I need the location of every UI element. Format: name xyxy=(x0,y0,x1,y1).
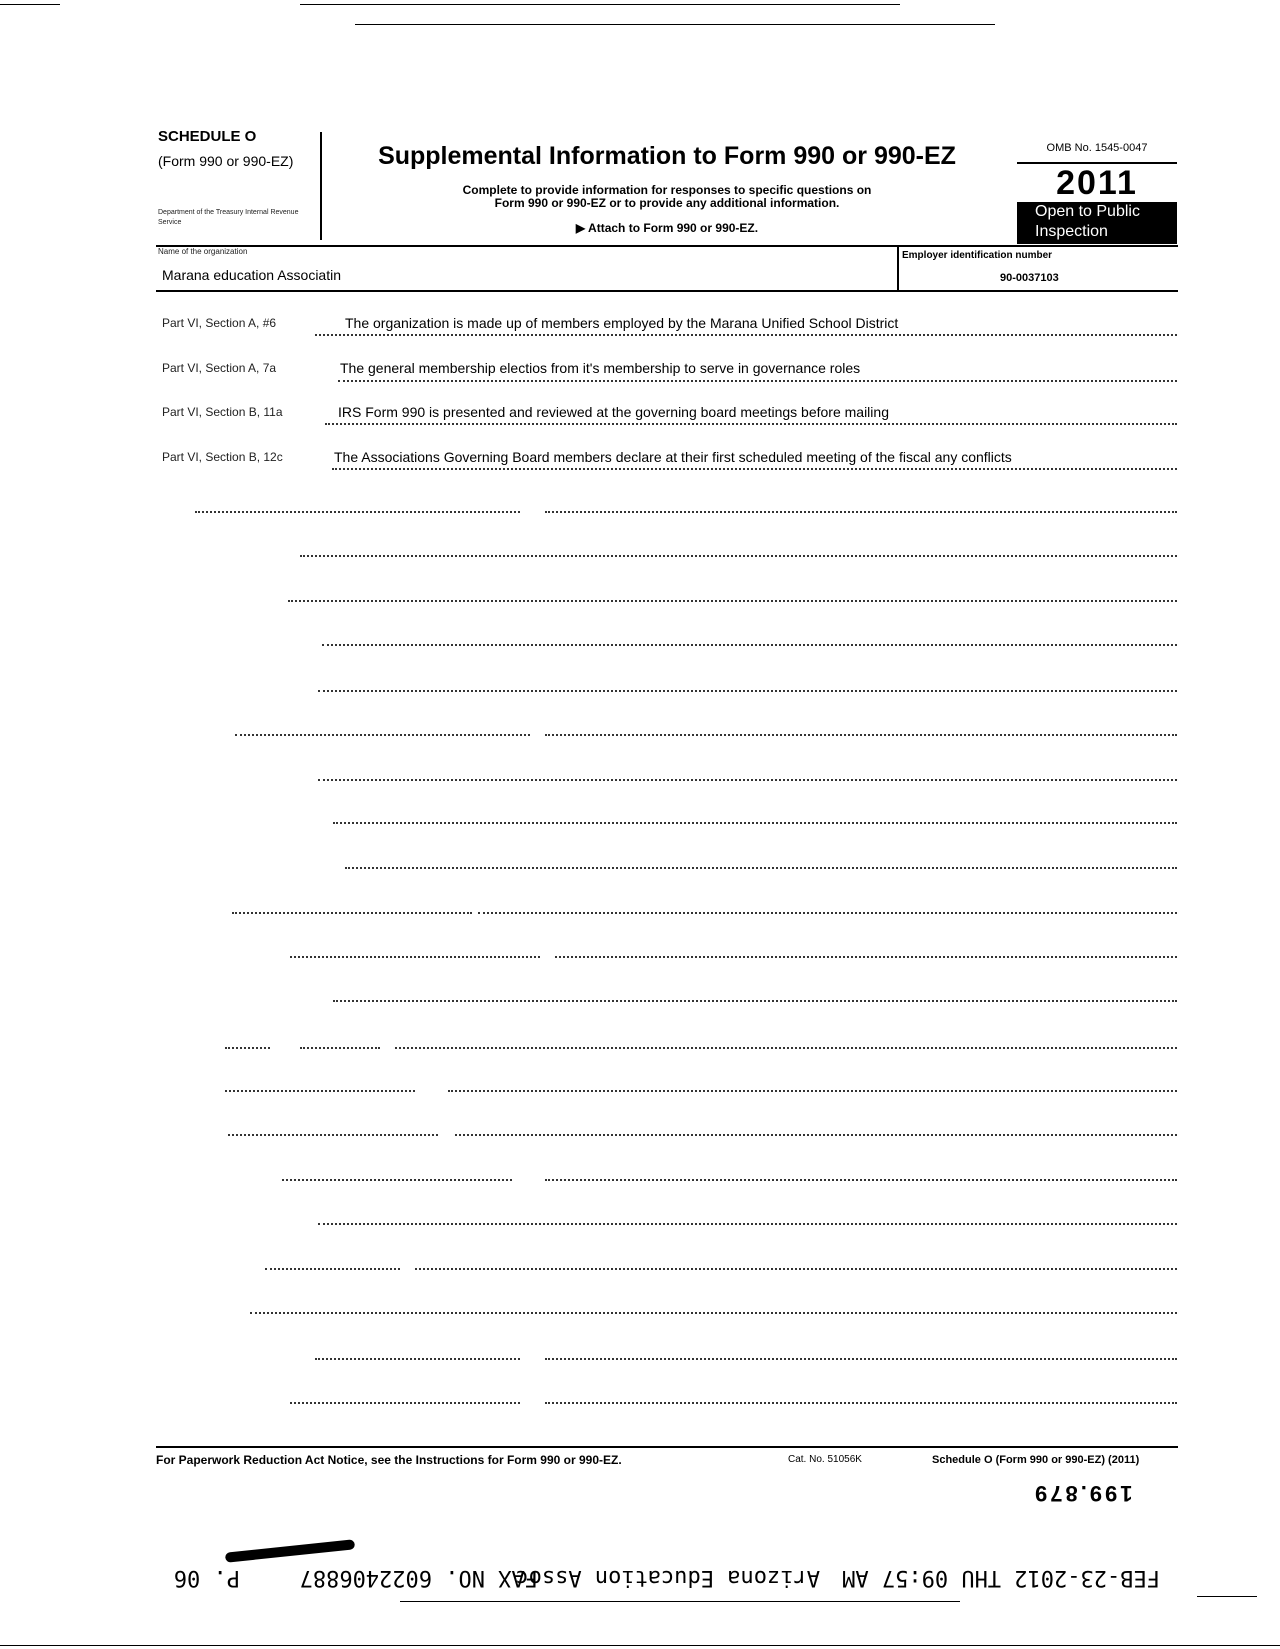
blank-dotted-line xyxy=(415,1268,1177,1270)
blank-dotted-line xyxy=(300,1047,380,1049)
blank-dotted-line xyxy=(448,1090,1177,1092)
blank-dotted-line xyxy=(290,956,540,958)
blank-dotted-line xyxy=(478,912,1177,914)
form-subtitle xyxy=(322,184,1012,210)
schedule-form-ref: (Form 990 or 990-EZ) xyxy=(158,153,294,169)
schedule-title: SCHEDULE O xyxy=(158,128,257,145)
blank-dotted-line xyxy=(265,1268,400,1270)
entry-dotted-line xyxy=(315,334,1177,336)
blank-dotted-line xyxy=(545,734,1177,736)
entry-dotted-line xyxy=(332,468,1177,470)
header-bottom-rule xyxy=(156,245,1178,247)
org-name-value: Marana education Associatin xyxy=(162,267,341,283)
blank-dotted-line xyxy=(333,822,1177,824)
blank-dotted-line xyxy=(290,1402,520,1404)
blank-dotted-line xyxy=(228,1134,438,1136)
blank-dotted-line xyxy=(195,511,520,513)
blank-dotted-line xyxy=(288,600,1177,602)
entry-text: The Associations Governing Board members declare at their first scheduled meeting of the fiscal any conflicts xyxy=(334,449,1012,465)
ein-divider xyxy=(897,245,899,291)
entry-label: Part VI, Section B, 12c xyxy=(162,450,283,464)
blank-dotted-line xyxy=(225,1090,415,1092)
ein-label: Employer identification number xyxy=(902,250,1053,261)
blank-dotted-line xyxy=(300,555,1177,557)
tax-year: 2011 xyxy=(1056,164,1138,202)
blank-dotted-line xyxy=(318,1223,1177,1225)
form-title: Supplemental Information to Form 990 or 990-EZ xyxy=(378,142,956,170)
entry-label: Part VI, Section A, 7a xyxy=(162,361,277,375)
entry-dotted-line xyxy=(338,380,1177,382)
scan-artifact-line xyxy=(1197,1596,1257,1597)
page-code: 199.879 xyxy=(1032,1481,1133,1506)
scan-bottom-edge xyxy=(0,1645,1280,1646)
blank-dotted-line xyxy=(455,1134,1177,1136)
blank-dotted-line xyxy=(235,734,530,736)
open-line-2: Inspection xyxy=(1035,223,1108,240)
open-to-public-badge xyxy=(1017,202,1177,244)
entry-label: Part VI, Section A, #6 xyxy=(162,316,277,330)
org-row-bottom-rule xyxy=(156,290,1178,292)
entry-text: The organization is made up of members employed by the Marana Unified School District xyxy=(345,315,899,331)
blank-dotted-line xyxy=(315,1358,520,1360)
blank-dotted-line xyxy=(225,1047,270,1049)
blank-dotted-line xyxy=(555,956,1177,958)
blank-dotted-line xyxy=(318,779,1177,781)
blank-dotted-line xyxy=(322,644,1177,646)
entry-text: The general membership electios from it's membership to serve in governance roles xyxy=(340,360,861,376)
blank-dotted-line xyxy=(545,1358,1177,1360)
fax-sender: Arizona Education Assoc xyxy=(515,1565,820,1590)
fax-date-time: FEB-23-2012 THU 09:57 AM xyxy=(842,1565,1160,1590)
open-line-1: Open to Public xyxy=(1035,203,1140,220)
footer-rule xyxy=(156,1446,1178,1448)
blank-dotted-line xyxy=(545,511,1177,513)
blank-dotted-line xyxy=(282,1179,512,1181)
attach-instruction: ▶ Attach to Form 990 or 990-EZ. xyxy=(575,221,759,235)
entry-text: IRS Form 990 is presented and reviewed at the governing board meetings before mailing xyxy=(338,404,889,420)
fax-page: P. 06 xyxy=(173,1565,240,1590)
omb-number: OMB No. 1545-0047 xyxy=(1046,142,1148,154)
blank-dotted-line xyxy=(545,1179,1177,1181)
schedule-footer-ref: Schedule O (Form 990 or 990-EZ) (2011) xyxy=(932,1454,1140,1466)
fax-header xyxy=(150,1560,1160,1590)
blank-dotted-line xyxy=(345,867,1177,869)
scan-artifact-line xyxy=(0,4,60,5)
form-subtitle-line1: Complete to provide information for responses to specific questions on xyxy=(462,183,872,197)
blank-dotted-line xyxy=(232,912,472,914)
scan-artifact-line xyxy=(300,4,900,5)
blank-dotted-line xyxy=(395,1047,1177,1049)
entry-label: Part VI, Section B, 11a xyxy=(162,405,283,419)
fax-number: FAX NO. 6022406887 xyxy=(299,1565,538,1590)
ein-value: 90-0037103 xyxy=(1000,272,1059,284)
blank-dotted-line xyxy=(250,1312,1177,1314)
fax-underline xyxy=(400,1601,960,1602)
blank-dotted-line xyxy=(333,1000,1177,1002)
blank-dotted-line xyxy=(318,690,1177,692)
scan-artifact-line xyxy=(355,24,995,25)
form-subtitle-line2: Form 990 or 990-EZ or to provide any additional information. xyxy=(494,196,840,210)
entry-dotted-line xyxy=(325,423,1177,425)
org-name-label: Name of the organization xyxy=(158,247,248,256)
catalog-number: Cat. No. 51056K xyxy=(788,1454,862,1465)
paperwork-notice: For Paperwork Reduction Act Notice, see the Instructions for Form 990 or 990-EZ. xyxy=(156,1453,622,1467)
blank-dotted-line xyxy=(545,1402,1177,1404)
department-label: Department of the Treasury Internal Revenue Service xyxy=(158,209,299,226)
